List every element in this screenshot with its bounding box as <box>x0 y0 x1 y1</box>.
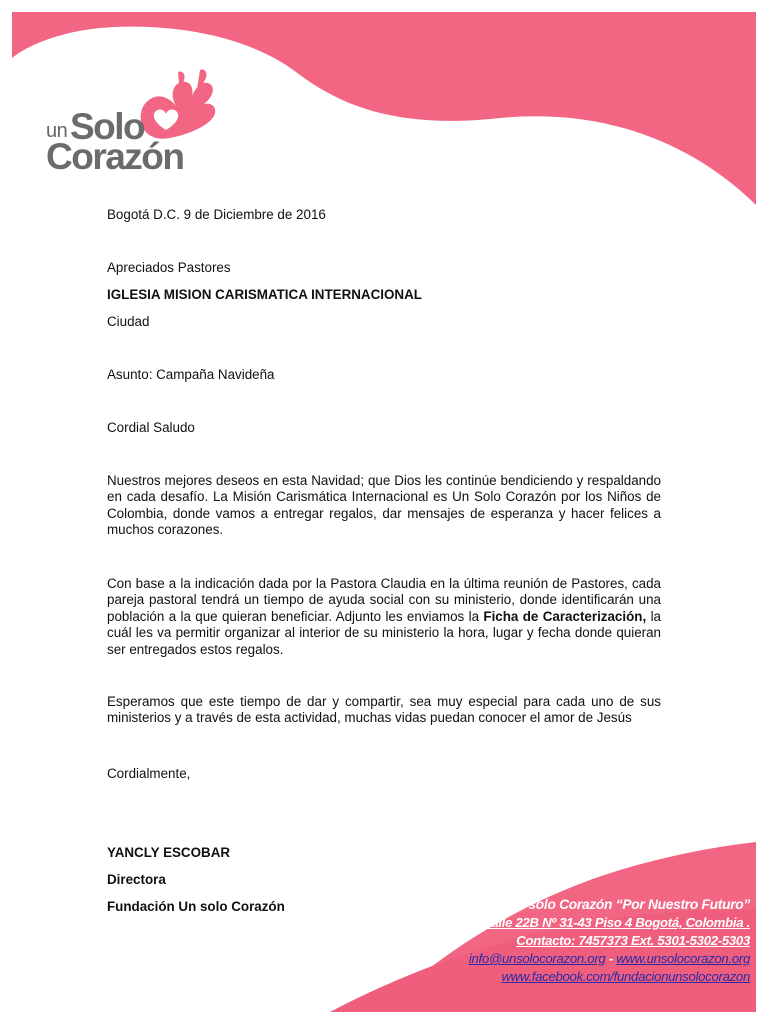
letter-city: Ciudad <box>107 314 150 329</box>
letter-closing: Cordialmente, <box>107 766 191 781</box>
paragraph-2 <box>107 576 661 658</box>
footer-links: info@unsolocorazon.org - www.unsolocorazon.org <box>468 951 750 966</box>
footer-web-link[interactable]: www.unsolocorazon.org <box>616 951 750 966</box>
paragraph-2-part1: Con base a la indicación dada por la Pastora Claudia en la última reunión de Pastores, cada pareja pastoral tendrá un tiempo de ayuda social con su ministerio, donde identificarán una población a la que quieran beneficiar. Adjunto les enviamos la <box>107 576 661 624</box>
paragraph-3: Esperamos que este tiempo de dar y compartir, sea muy especial para cada uno de sus ministerios y a través de esta actividad, muchas vidas puedan conocer el amor de Jesús <box>107 694 661 726</box>
letter-salutation: Apreciados Pastores <box>107 260 231 275</box>
paragraph-2-bold: Ficha de Caracterización, <box>483 608 647 624</box>
footer-org-line: Fundación Un solo Corazón “Por Nuestro Futuro” <box>436 897 750 912</box>
signer-org: Fundación Un solo Corazón <box>107 899 285 914</box>
paragraph-2-part2: la cuál les va permitir organizar al interior de su ministerio la hora, lugar y fecha donde quieran ser entregados estos regalos. <box>107 608 661 657</box>
footer-contact <box>430 896 750 986</box>
paragraph-1: Nuestros mejores deseos en esta Navidad; que Dios les continúe bendiciendo y respaldando en cada desafío. La Misión Carismática Internacional es Un Solo Corazón por los Niños de Colombia, donde vamos a entregar regalos, dar mensajes de esperanza y hacer felices a muchos corazones. <box>107 473 661 538</box>
footer-address: Calle 22B Nº 31-43 Piso 4 Bogotá, Colombia . <box>482 915 750 930</box>
letter-subject: Asunto: Campaña Navideña <box>107 367 275 382</box>
logo-text-un: un <box>46 120 68 142</box>
signer-name: YANCLY ESCOBAR <box>107 845 231 860</box>
letter-greeting: Cordial Saludo <box>107 420 195 435</box>
brand-logo <box>40 68 220 178</box>
letter-date: Bogotá D.C. 9 de Diciembre de 2016 <box>107 207 326 222</box>
footer-email-link[interactable]: info@unsolocorazon.org <box>468 951 606 966</box>
logo-text-solo: Solo <box>70 106 145 147</box>
footer-phone: Contacto: 7457373 Ext. 5301-5302-5303 <box>516 933 750 948</box>
footer-facebook-link[interactable]: www.facebook.com/fundacionunsolocorazon <box>501 969 750 984</box>
signer-title: Directora <box>107 872 166 887</box>
logo-text-corazon: Corazón <box>46 136 184 177</box>
letter-recipient: IGLESIA MISION CARISMATICA INTERNACIONAL <box>107 287 422 302</box>
